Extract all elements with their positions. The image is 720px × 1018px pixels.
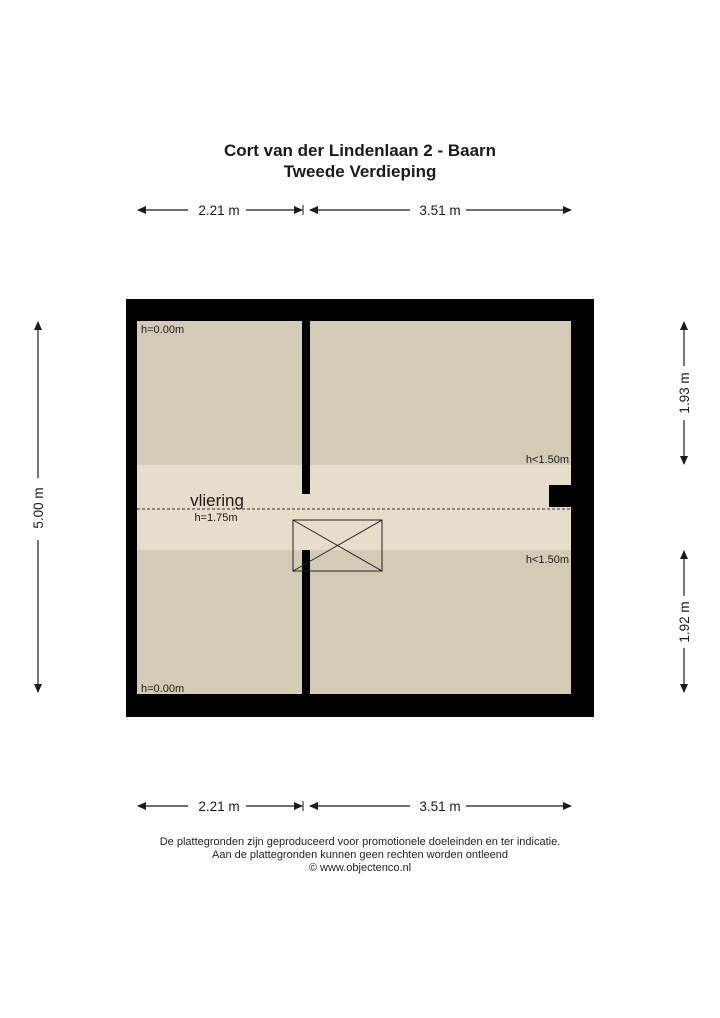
plan-subtitle: Tweede Verdieping <box>283 162 437 181</box>
copyright-link[interactable]: © www.objectenco.nl <box>308 862 412 874</box>
dim-left-label: 5.00 m <box>31 487 46 529</box>
dim-top-left-label: 2.21 m <box>198 203 240 218</box>
dimension-left <box>31 321 46 693</box>
height-label-top-left: h=0.00m <box>141 324 185 336</box>
dim-top-right-label: 3.51 m <box>419 203 461 218</box>
height-label-right-upper: h<1.50m <box>525 454 569 466</box>
dimension-right <box>677 321 692 693</box>
dim-bottom-right-label: 3.51 m <box>419 799 461 814</box>
partition-wall-lower <box>302 582 310 694</box>
chimney-block <box>549 485 572 507</box>
partition-wall-upper <box>302 321 310 494</box>
dimension-top <box>137 203 572 218</box>
room-name-label: vliering <box>190 491 244 510</box>
dim-bottom-left-label: 2.21 m <box>198 799 240 814</box>
dim-right-bottom-label: 1.92 m <box>677 601 692 643</box>
dim-right-top-label: 1.93 m <box>677 372 692 414</box>
plan-title: Cort van der Lindenlaan 2 - Baarn <box>223 141 497 160</box>
disclaimer-line-2: Aan de plattegronden kunnen geen rechten worden ontleend <box>211 849 508 861</box>
height-label-bottom-left: h=0.00m <box>141 683 185 695</box>
height-label-right-lower: h<1.50m <box>525 554 569 566</box>
disclaimer-line-1: De plattegronden zijn geproduceerd voor promotionele doeleinden en ter indicatie. <box>159 836 561 848</box>
dimension-bottom <box>137 799 572 814</box>
room-height-label: h=1.75m <box>194 512 238 524</box>
